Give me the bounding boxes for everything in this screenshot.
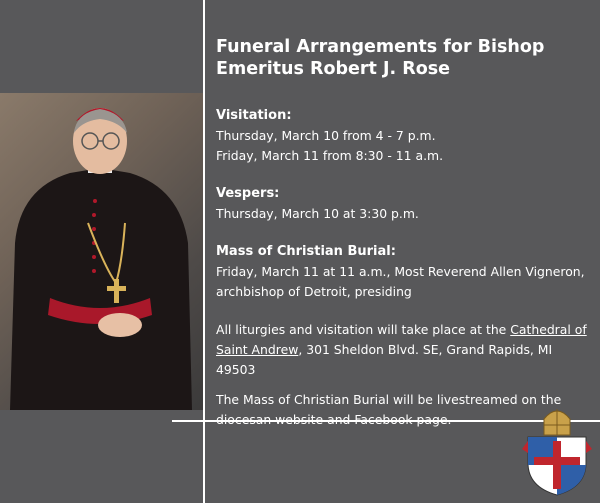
visitation-section [216,106,588,166]
livestream-line-2: diocesan website and Facebook page. [216,412,452,427]
liturgies-prefix: All liturgies and visitation will take place at the [216,322,511,337]
title-line-2: Emeritus Robert J. Rose [216,59,451,79]
mass-line-1: Friday, March 11 at 11 a.m., Most Reverend Allen Vigneron, [216,264,585,279]
visitation-line-2: Friday, March 11 from 8:30 - 11 a.m. [216,148,444,163]
cathedral-link-line-2: Saint Andrew [216,342,299,357]
mass-section [216,242,588,302]
visitation-heading: Visitation: [216,108,292,123]
liturgies-paragraph [216,320,588,380]
bishop-portrait [0,93,203,410]
page-title [216,36,588,80]
mass-line-2: archbishop of Detroit, presiding [216,284,412,299]
mass-heading: Mass of Christian Burial: [216,244,396,259]
title-line-1: Funeral Arrangements for Bishop [216,37,545,57]
announcement-content [216,36,588,440]
vespers-heading: Vespers: [216,186,280,201]
cathedral-link-line-1: Cathedral of [510,322,587,337]
livestream-line-1: The Mass of Christian Burial will be livestreamed on the [216,392,562,407]
vespers-section [216,184,588,224]
diocese-crest-icon [520,405,594,497]
liturgies-suffix: , 301 Sheldon Blvd. SE, Grand Rapids, MI 49503 [216,342,553,377]
vertical-divider [203,0,205,503]
visitation-line-1: Thursday, March 10 from 4 - 7 p.m. [216,128,436,143]
vespers-line-1: Thursday, March 10 at 3:30 p.m. [216,206,419,221]
